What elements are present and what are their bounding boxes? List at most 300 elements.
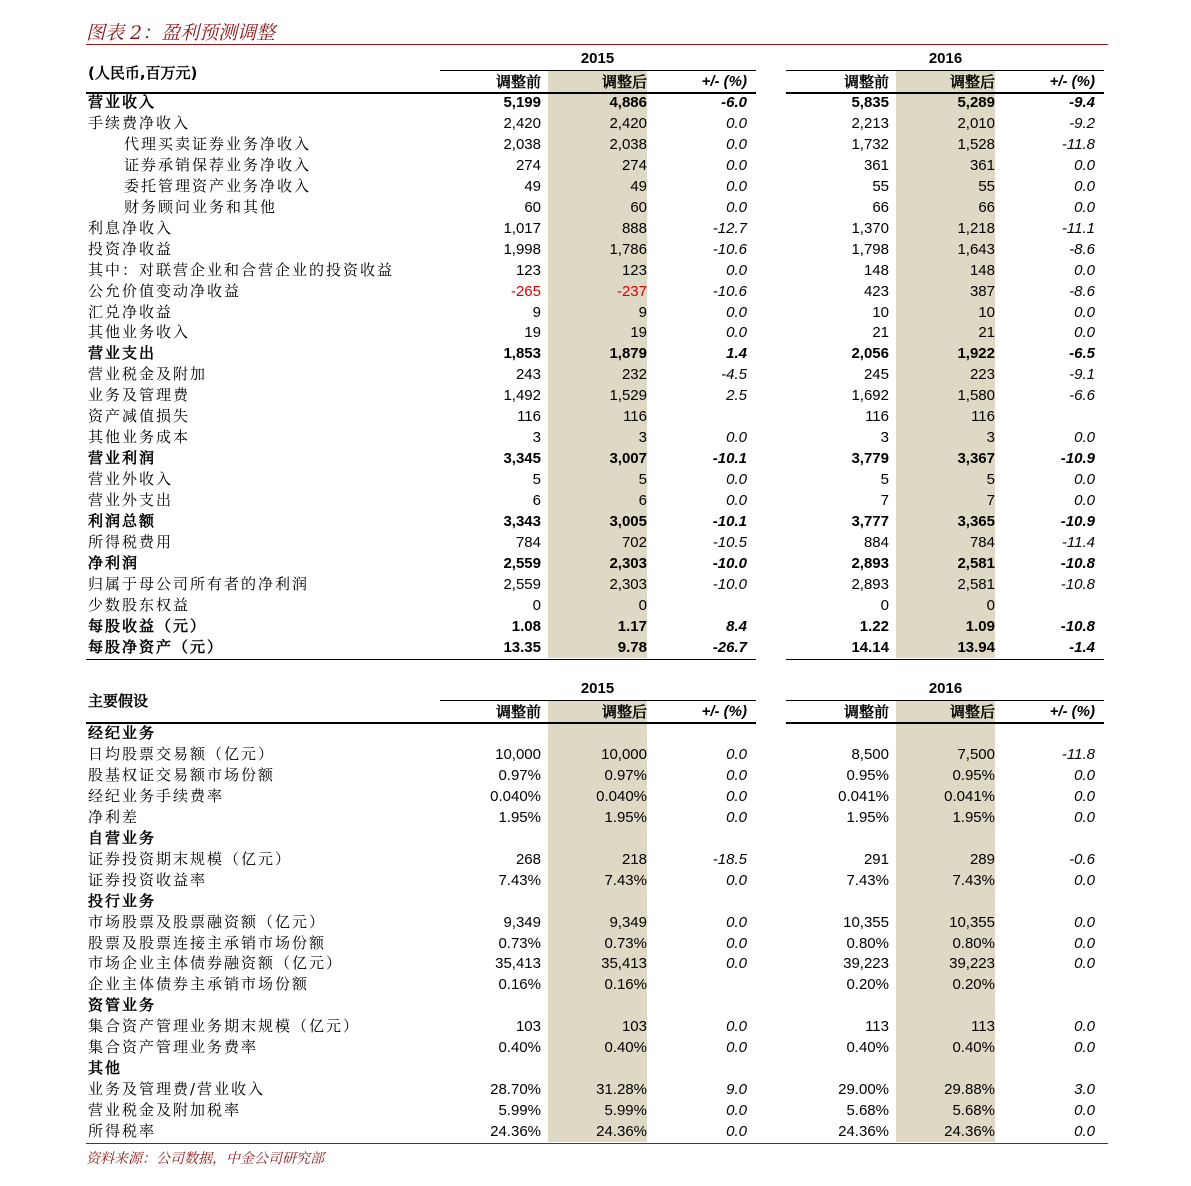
- cell-change-2015: -12.7: [712, 219, 747, 237]
- table-row: [0, 218, 1191, 239]
- cell-before-2016: 66: [872, 198, 889, 216]
- row-label: 日均股票交易额（亿元）: [88, 744, 276, 763]
- cell-after-2016: 7: [986, 492, 995, 510]
- cell-change-2016: 0.0: [1074, 913, 1095, 931]
- cell-change-2015: 0.0: [726, 1018, 747, 1036]
- table-row: [0, 574, 1191, 595]
- cell-change-2016: 0.0: [1074, 1018, 1095, 1036]
- title-divider: [86, 44, 1108, 45]
- cell-before-2015: 28.70%: [490, 1081, 541, 1099]
- row-label: 营业外收入: [88, 470, 174, 489]
- cell-before-2016: 21: [872, 324, 889, 342]
- col-after-2016: 调整后: [949, 73, 995, 91]
- cell-after-2016: 0: [986, 596, 995, 614]
- row-label: 证券投资期末规模（亿元）: [88, 849, 293, 868]
- cell-before-2016: 3,777: [851, 513, 889, 530]
- cell-change-2015: 0.0: [726, 261, 747, 279]
- cell-before-2016: 2,893: [851, 575, 889, 593]
- row-label: 代理买卖证券业务净收入: [124, 134, 312, 153]
- cell-after-2016: 0.40%: [952, 1039, 995, 1057]
- cell-change-2015: 0.0: [726, 324, 747, 342]
- row-label: 营业利润: [88, 449, 157, 468]
- row-label: 集合资产管理业务费率: [88, 1038, 259, 1057]
- cell-after-2016: 21: [978, 324, 995, 342]
- row-label: 企业主体债券主承销市场份额: [88, 975, 310, 994]
- cell-before-2015: 0: [532, 596, 541, 614]
- cell-change-2016: -11.4: [1061, 533, 1095, 551]
- row-label: 其中：对联营企业和合营企业的投资收益: [88, 260, 395, 279]
- cell-before-2016: 291: [863, 850, 889, 868]
- cell-after-2016: 5,289: [957, 94, 995, 111]
- table-row: [0, 974, 1191, 995]
- cell-after-2015: 24.36%: [596, 1123, 647, 1141]
- row-label: 其他: [88, 1059, 123, 1078]
- cell-before-2016: 55: [872, 177, 889, 195]
- cell-after-2016: 784: [969, 533, 995, 551]
- cell-before-2015: 5: [532, 471, 541, 489]
- table-row: [0, 1037, 1191, 1058]
- cell-before-2016: 884: [863, 533, 889, 551]
- table-row: [0, 744, 1191, 765]
- cell-after-2016: 2,581: [957, 554, 995, 572]
- cell-change-2015: 1.4: [726, 345, 747, 363]
- cell-before-2016: 0: [880, 596, 889, 614]
- table-row: [0, 134, 1191, 155]
- cell-after-2015: 123: [621, 261, 647, 279]
- cell-change-2015: 0.0: [726, 135, 747, 153]
- cell-before-2015: 1.95%: [498, 808, 541, 826]
- cell-after-2015: 3,005: [609, 513, 647, 530]
- row-label: 资管业务: [88, 996, 157, 1015]
- row-label: 业务及管理费: [88, 386, 191, 405]
- cell-before-2016: 14.14: [851, 638, 889, 656]
- cell-after-2015: 232: [621, 366, 647, 384]
- cell-change-2015: -10.1: [712, 513, 747, 530]
- cell-before-2015: 7.43%: [498, 871, 541, 889]
- cell-before-2016: 2,213: [851, 114, 889, 132]
- footer-divider: [86, 1143, 1108, 1144]
- row-label: 汇兑净收益: [88, 302, 174, 321]
- col-after-2016: 调整后: [949, 703, 995, 721]
- cell-after-2015: 702: [621, 533, 647, 551]
- cell-after-2015: 9.78: [617, 638, 647, 656]
- row-label: 少数股东权益: [88, 595, 191, 614]
- cell-before-2015: 1.08: [511, 617, 541, 635]
- cell-change-2016: -6.5: [1069, 345, 1095, 363]
- cell-before-2016: 423: [863, 282, 889, 300]
- cell-after-2016: 5: [986, 471, 995, 489]
- row-label: 股票及股票连接主承销市场份额: [88, 933, 327, 952]
- cell-change-2015: -4.5: [721, 366, 747, 384]
- cell-after-2016: 1.09: [965, 617, 995, 635]
- cell-change-2015: 0.0: [726, 198, 747, 216]
- cell-after-2015: 49: [630, 177, 647, 195]
- cell-change-2015: 0.0: [726, 114, 747, 132]
- table-row: [0, 553, 1191, 574]
- cell-after-2015: 6: [638, 492, 647, 510]
- cell-change-2015: 0.0: [726, 156, 747, 174]
- row-label: 利润总额: [88, 512, 157, 530]
- cell-change-2016: 0.0: [1074, 261, 1095, 279]
- table-row: [0, 260, 1191, 281]
- cell-after-2016: 10: [978, 303, 995, 321]
- cell-change-2015: 0.0: [726, 471, 747, 489]
- cell-after-2015: 7.43%: [604, 871, 647, 889]
- cell-before-2015: 3: [532, 429, 541, 447]
- cell-after-2015: 888: [621, 219, 647, 237]
- table-row: [0, 532, 1191, 553]
- col-before-2015: 调整前: [495, 703, 541, 721]
- cell-change-2016: -9.4: [1069, 94, 1095, 111]
- table-row: [0, 595, 1191, 616]
- table-row: [0, 92, 1191, 113]
- row-label: 归属于母公司所有者的净利润: [88, 574, 310, 593]
- cell-after-2016: 387: [969, 282, 995, 300]
- cell-before-2015: 60: [524, 198, 541, 216]
- row-label: 营业支出: [88, 344, 157, 363]
- assumptions-label: 主要假设: [88, 692, 149, 710]
- row-label: 经纪业务: [88, 724, 157, 742]
- cell-before-2016: 0.95%: [846, 766, 889, 784]
- cell-after-2016: 55: [978, 177, 995, 195]
- cell-after-2016: 3,367: [957, 450, 995, 468]
- cell-change-2016: -6.6: [1069, 387, 1095, 405]
- cell-change-2015: -18.5: [712, 850, 747, 868]
- cell-change-2016: -9.1: [1069, 366, 1095, 384]
- row-label: 股基权证交易额市场份额: [88, 765, 276, 784]
- cell-before-2015: 13.35: [503, 638, 541, 656]
- cell-before-2016: 1,798: [851, 240, 889, 258]
- table-row: [0, 385, 1191, 406]
- table-row: [0, 343, 1191, 364]
- cell-before-2015: 24.36%: [490, 1123, 541, 1141]
- table-row: [0, 1079, 1191, 1100]
- table-row: [0, 364, 1191, 385]
- cell-before-2015: 9,349: [503, 913, 541, 931]
- cell-change-2015: 0.0: [726, 745, 747, 763]
- cell-before-2016: 5: [880, 471, 889, 489]
- col-before-2015: 调整前: [495, 73, 541, 91]
- cell-before-2015: 274: [515, 156, 541, 174]
- cell-change-2016: -11.8: [1061, 745, 1095, 763]
- cell-before-2015: 0.16%: [498, 976, 541, 994]
- cell-before-2015: 123: [515, 261, 541, 279]
- cell-change-2015: -10.6: [712, 240, 747, 258]
- cell-change-2016: 0.0: [1074, 766, 1095, 784]
- table-row: [0, 490, 1191, 511]
- cell-after-2016: 24.36%: [944, 1123, 995, 1141]
- table-row: [0, 281, 1191, 302]
- cell-before-2015: 35,413: [495, 955, 541, 973]
- table-row: [0, 113, 1191, 134]
- cell-change-2016: 0.0: [1074, 492, 1095, 510]
- cell-before-2015: 0.040%: [490, 787, 541, 805]
- cell-after-2016: 1,643: [957, 240, 995, 258]
- cell-change-2015: 0.0: [726, 913, 747, 931]
- row-label: 经纪业务手续费率: [88, 786, 225, 805]
- cell-after-2016: 10,355: [949, 913, 995, 931]
- cell-change-2016: 0.0: [1074, 303, 1095, 321]
- cell-after-2015: 1,529: [609, 387, 647, 405]
- table1-bottom-rule-right: [786, 659, 1104, 660]
- row-label: 所得税费用: [88, 532, 174, 551]
- row-label: 每股收益（元）: [88, 616, 208, 635]
- column-header-row: [0, 71, 1191, 93]
- cell-after-2016: 116: [971, 408, 995, 426]
- table-row: [0, 176, 1191, 197]
- cell-change-2016: 0.0: [1074, 787, 1095, 805]
- row-label: 委托管理资产业务净收入: [124, 176, 312, 195]
- cell-after-2015: 0: [638, 596, 647, 614]
- row-label: 证券承销保荐业务净收入: [124, 155, 312, 174]
- cell-change-2015: 0.0: [726, 955, 747, 973]
- cell-before-2016: 113: [865, 1018, 889, 1036]
- cell-after-2016: 3,365: [957, 513, 995, 530]
- cell-change-2015: 0.0: [726, 1102, 747, 1120]
- cell-before-2015: 9: [532, 303, 541, 321]
- table-row: [0, 448, 1191, 469]
- cell-change-2016: 0.0: [1074, 955, 1095, 973]
- cell-after-2015: 0.040%: [596, 787, 647, 805]
- cell-after-2015: 2,303: [609, 575, 647, 593]
- cell-after-2016: 39,223: [949, 955, 995, 973]
- row-label: 集合资产管理业务期末规模（亿元）: [88, 1017, 361, 1036]
- cell-change-2016: -11.1: [1061, 219, 1095, 237]
- year-2015-header: 2015: [580, 50, 615, 67]
- cell-after-2015: 5.99%: [604, 1102, 647, 1120]
- cell-before-2015: 5,199: [503, 94, 541, 111]
- page-title: 图表 2：盈利预测调整: [86, 22, 276, 44]
- row-label: 投资净收益: [88, 239, 174, 258]
- row-label: 资产减值损失: [88, 407, 191, 426]
- cell-change-2015: 2.5: [726, 387, 747, 405]
- cell-change-2015: 0.0: [726, 934, 747, 952]
- cell-change-2015: 0.0: [726, 766, 747, 784]
- cell-before-2016: 10: [872, 303, 889, 321]
- year-2015-header-2: 2015: [580, 680, 615, 697]
- table-row: [0, 469, 1191, 490]
- table-row: [0, 933, 1191, 954]
- cell-after-2015: 5: [638, 471, 647, 489]
- table-row: [0, 849, 1191, 870]
- cell-before-2016: 245: [863, 366, 889, 384]
- cell-change-2016: 0.0: [1074, 429, 1095, 447]
- year-2016-header-2: 2016: [928, 680, 963, 697]
- cell-change-2015: -10.1: [712, 450, 747, 468]
- table-row: [0, 1016, 1191, 1037]
- cell-before-2015: 2,559: [503, 554, 541, 572]
- cell-before-2015: -265: [510, 282, 541, 300]
- cell-before-2015: 116: [517, 408, 541, 426]
- row-label: 营业税金及附加: [88, 365, 208, 384]
- cell-after-2016: 5.68%: [952, 1102, 995, 1120]
- table-row: [0, 1121, 1191, 1142]
- table-row: [0, 406, 1191, 427]
- cell-change-2015: -10.6: [712, 282, 747, 300]
- cell-after-2015: 4,886: [609, 94, 647, 111]
- cell-change-2016: 0.0: [1074, 198, 1095, 216]
- row-label: 营业外支出: [88, 491, 174, 510]
- cell-before-2016: 0.041%: [838, 787, 889, 805]
- cell-change-2016: 0.0: [1074, 471, 1095, 489]
- cell-after-2015: 1.95%: [604, 808, 647, 826]
- cell-change-2016: -10.9: [1060, 513, 1095, 530]
- cell-before-2015: 1,017: [503, 219, 541, 237]
- section-header: [0, 995, 1191, 1016]
- cell-before-2015: 2,038: [503, 135, 541, 153]
- cell-before-2016: 5,835: [851, 94, 889, 111]
- row-label: 手续费净收入: [88, 113, 191, 132]
- table-row: [0, 870, 1191, 891]
- cell-after-2016: 13.94: [957, 638, 995, 656]
- cell-after-2016: 113: [971, 1018, 995, 1036]
- cell-change-2015: 0.0: [726, 871, 747, 889]
- cell-before-2015: 103: [515, 1018, 541, 1036]
- cell-before-2015: 1,998: [503, 240, 541, 258]
- cell-after-2016: 148: [969, 261, 995, 279]
- cell-before-2015: 6: [532, 492, 541, 510]
- cell-change-2016: -0.6: [1069, 850, 1095, 868]
- cell-after-2015: 1.17: [617, 617, 647, 635]
- cell-after-2015: 1,879: [609, 345, 647, 363]
- cell-change-2015: -10.0: [712, 554, 747, 572]
- cell-before-2016: 116: [865, 408, 889, 426]
- cell-after-2016: 2,010: [957, 114, 995, 132]
- cell-before-2015: 3,345: [503, 450, 541, 468]
- row-label: 营业税金及附加税率: [88, 1101, 242, 1120]
- table-row: [0, 765, 1191, 786]
- cell-change-2016: 0.0: [1074, 808, 1095, 826]
- cell-after-2015: 0.73%: [604, 934, 647, 952]
- cell-change-2015: 8.4: [726, 617, 747, 635]
- cell-after-2015: 3,007: [609, 450, 647, 468]
- col-change-2015: +/- (%): [701, 703, 747, 720]
- row-label: 公允价值变动净收益: [88, 281, 242, 300]
- cell-change-2016: 0.0: [1074, 871, 1095, 889]
- cell-before-2015: 1,492: [503, 387, 541, 405]
- cell-after-2016: 1,580: [957, 387, 995, 405]
- col-change-2016: +/- (%): [1049, 73, 1095, 90]
- table-row: [0, 197, 1191, 218]
- cell-before-2016: 0.40%: [846, 1039, 889, 1057]
- cell-before-2015: 10,000: [495, 745, 541, 763]
- section-header: [0, 723, 1191, 744]
- table-row: [0, 427, 1191, 448]
- section-header: [0, 828, 1191, 849]
- cell-after-2016: 223: [969, 366, 995, 384]
- cell-change-2016: -8.6: [1069, 282, 1095, 300]
- cell-before-2016: 39,223: [843, 955, 889, 973]
- cell-change-2016: -10.8: [1060, 617, 1095, 635]
- cell-after-2016: 0.041%: [944, 787, 995, 805]
- cell-after-2016: 29.88%: [944, 1081, 995, 1099]
- table-row: [0, 786, 1191, 807]
- cell-after-2016: 66: [978, 198, 995, 216]
- cell-before-2016: 24.36%: [838, 1123, 889, 1141]
- cell-change-2015: 0.0: [726, 1123, 747, 1141]
- cell-after-2015: 19: [630, 324, 647, 342]
- cell-after-2016: 7,500: [957, 745, 995, 763]
- row-label: 净利润: [88, 553, 140, 572]
- cell-change-2016: 0.0: [1074, 1102, 1095, 1120]
- cell-change-2015: -10.0: [712, 575, 747, 593]
- col-before-2016: 调整前: [843, 703, 889, 721]
- cell-after-2016: 1,218: [957, 219, 995, 237]
- row-label: 自营业务: [88, 828, 157, 847]
- col-change-2016: +/- (%): [1049, 703, 1095, 720]
- cell-after-2015: 103: [621, 1018, 647, 1036]
- cell-change-2015: 0.0: [726, 808, 747, 826]
- cell-change-2016: 0.0: [1074, 1123, 1095, 1141]
- cell-after-2016: 289: [969, 850, 995, 868]
- cell-change-2015: 0.0: [726, 429, 747, 447]
- row-label: 其他业务成本: [88, 428, 191, 447]
- cell-before-2015: 0.97%: [498, 766, 541, 784]
- table-row: [0, 155, 1191, 176]
- cell-before-2016: 0.20%: [846, 976, 889, 994]
- cell-after-2015: 0.16%: [604, 976, 647, 994]
- cell-before-2016: 1,370: [851, 219, 889, 237]
- column-header-row-2: [0, 701, 1191, 723]
- cell-after-2015: 60: [630, 198, 647, 216]
- cell-before-2016: 2,056: [851, 345, 889, 363]
- cell-before-2016: 1.22: [859, 617, 889, 635]
- cell-change-2016: -10.8: [1060, 575, 1095, 593]
- cell-change-2016: -8.6: [1069, 240, 1095, 258]
- cell-before-2015: 2,420: [503, 114, 541, 132]
- cell-after-2016: 361: [969, 156, 995, 174]
- cell-after-2015: 0.40%: [604, 1039, 647, 1057]
- table-row: [0, 616, 1191, 637]
- row-label: 财务顾问业务和其他: [124, 197, 278, 216]
- cell-after-2015: 116: [623, 408, 647, 426]
- cell-before-2015: 3,343: [503, 513, 541, 530]
- cell-before-2016: 29.00%: [838, 1081, 889, 1099]
- cell-after-2015: 274: [621, 156, 647, 174]
- cell-before-2016: 8,500: [851, 745, 889, 763]
- cell-before-2015: 19: [524, 324, 541, 342]
- table-row: [0, 637, 1191, 658]
- row-label: 净利差: [88, 807, 140, 826]
- cell-after-2016: 2,581: [957, 575, 995, 593]
- table-row: [0, 239, 1191, 260]
- table-row: [0, 953, 1191, 974]
- cell-change-2016: 0.0: [1074, 156, 1095, 174]
- cell-change-2015: -26.7: [712, 638, 747, 656]
- cell-change-2015: 0.0: [726, 492, 747, 510]
- cell-after-2015: 218: [621, 850, 647, 868]
- cell-change-2016: -9.2: [1069, 114, 1095, 132]
- cell-before-2016: 148: [863, 261, 889, 279]
- row-label: 市场股票及股票融资额（亿元）: [88, 912, 327, 931]
- cell-change-2016: -1.4: [1069, 638, 1095, 656]
- row-label: 业务及管理费/营业收入: [88, 1080, 266, 1099]
- cell-change-2015: 0.0: [726, 1039, 747, 1057]
- cell-after-2015: 9,349: [609, 913, 647, 931]
- cell-after-2016: 1,528: [957, 135, 995, 153]
- row-label: 投行业务: [88, 891, 157, 910]
- cell-before-2016: 7.43%: [846, 871, 889, 889]
- cell-before-2016: 1,692: [851, 387, 889, 405]
- table-row: [0, 912, 1191, 933]
- cell-before-2015: 0.73%: [498, 934, 541, 952]
- cell-before-2015: 243: [515, 366, 541, 384]
- cell-before-2015: 49: [524, 177, 541, 195]
- table-row: [0, 1100, 1191, 1121]
- cell-before-2016: 0.80%: [846, 934, 889, 952]
- row-label: 所得税率: [88, 1122, 157, 1141]
- cell-change-2015: 0.0: [726, 303, 747, 321]
